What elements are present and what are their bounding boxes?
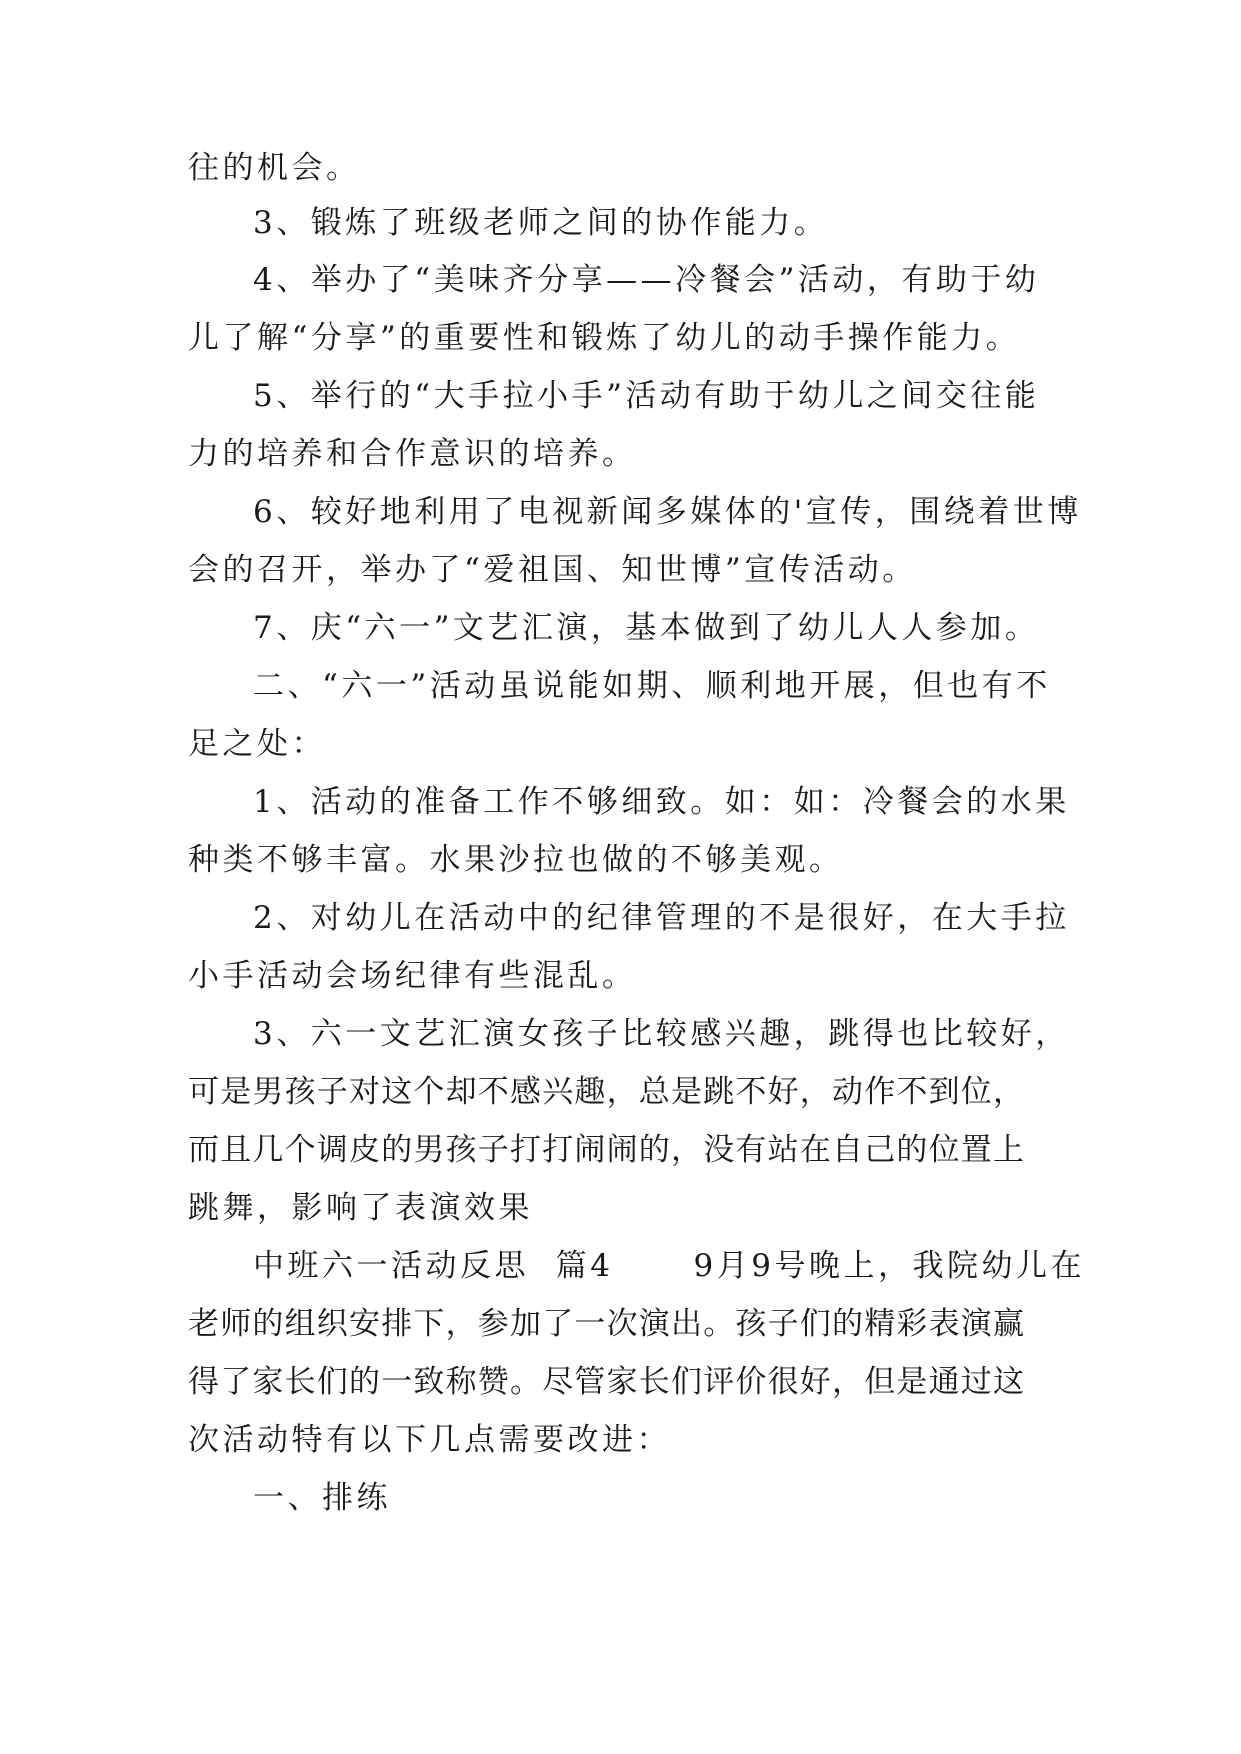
text-line-5: 5、举行的“大手拉小手”活动有助于幼儿之间交往能 (253, 378, 1040, 414)
text-line-7: 6、较好地利用了电视新闻多媒体的'宣传，围绕着世博 (253, 494, 1082, 530)
text-line-18: 而且几个调皮的男孩子打打闹闹的，没有站在自己的位置上 (188, 1132, 1026, 1168)
text-line-6: 力的培养和合作意识的培养。 (188, 436, 637, 472)
text-line-15: 小手活动会场纪律有些混乱。 (188, 958, 637, 994)
text-line-3: 4、举办了“美味齐分享——冷餐会”活动，有助于幼 (253, 262, 1040, 298)
text-line-22: 得了家长们的一致称赞。尽管家长们评价很好，但是通过这 (188, 1364, 1026, 1400)
text-line-17: 可是男孩子对这个却不感兴趣，总是跳不好，动作不到位， (188, 1074, 1026, 1110)
text-line-13: 种类不够丰富。水果沙拉也做的不够美观。 (188, 842, 844, 878)
text-line-16: 3、六一文艺汇演女孩子比较感兴趣，跳得也比较好， (253, 1016, 1070, 1052)
text-line-2: 3、锻炼了班级老师之间的协作能力。 (253, 205, 829, 241)
text-line-20: 中班六一活动反思 篇4 9月9号晚上，我院幼儿在 (253, 1248, 1085, 1284)
text-line-24: 一、排练 (253, 1480, 391, 1516)
text-line-11: 足之处： (188, 726, 326, 762)
text-line-4: 儿了解“分享”的重要性和锻炼了幼儿的动手操作能力。 (188, 320, 1021, 356)
text-line-19: 跳舞，影响了表演效果 (188, 1190, 533, 1226)
text-line-12: 1、活动的准备工作不够细致。如：如：冷餐会的水果 (253, 784, 1070, 820)
text-line-8: 会的召开，举办了“爱祖国、知世博”宣传活动。 (188, 552, 917, 588)
text-line-23: 次活动特有以下几点需要改进： (188, 1422, 671, 1458)
text-line-1: 往的机会。 (188, 150, 361, 186)
text-line-14: 2、对幼儿在活动中的纪律管理的不是很好，在大手拉 (253, 900, 1070, 936)
text-line-21: 老师的组织安排下，参加了一次演出。孩子们的精彩表演赢 (188, 1306, 1026, 1342)
text-line-10: 二、“六一”活动虽说能如期、顺利地开展，但也有不 (253, 668, 1051, 704)
text-line-9: 7、庆“六一”文艺汇演，基本做到了幼儿人人参加。 (253, 610, 1040, 646)
